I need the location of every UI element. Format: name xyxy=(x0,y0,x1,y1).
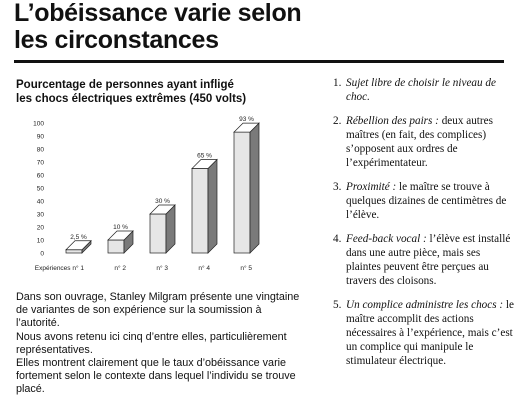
body-text xyxy=(16,291,306,397)
bar xyxy=(108,240,124,253)
condition-text: le maître accomplit des actions nécessaires à l’expérience, mais c’est un complice qui manipule le stimulateur électrique. xyxy=(346,299,514,367)
condition-title: Feed-back vocal : xyxy=(346,233,427,245)
x-tick-label: n° 4 xyxy=(198,265,210,272)
chart-title xyxy=(16,78,306,106)
bar xyxy=(150,214,166,253)
x-tick-label: n° 5 xyxy=(240,265,252,272)
body-paragraph-3: Elles montrent clairement que le taux d’obéissance varie fortement selon le contexte dans lequel l’individu se trouve placé. xyxy=(16,357,296,396)
body-paragraph-2: Nous avons retenu ici cinq d’entre elles, particulièrement représentatives. xyxy=(16,330,287,356)
bar-chart xyxy=(0,108,300,283)
chart-title-line-2: les chocs électriques extrêmes (450 volts) xyxy=(16,93,247,105)
x-tick-label: n° 3 xyxy=(156,265,168,272)
y-tick-label: 60 xyxy=(36,172,44,180)
bar-side xyxy=(250,123,259,253)
condition-number: 4. xyxy=(333,233,342,245)
body-paragraph-1: Dans son ouvrage, Stanley Milgram présente une vingtaine de variantes de son expérience sur la soumission à l’autorité. xyxy=(16,291,300,330)
y-tick-label: 0 xyxy=(40,250,44,258)
y-tick-label: 70 xyxy=(36,159,44,167)
data-label: 30 % xyxy=(155,198,170,205)
condition-text: le maître se trouve à quelques dizaines de centimètres de l’élève. xyxy=(346,181,507,221)
condition-text: deux autres maîtres (en fait, des complices) s’opposent aux ordres de l’expérimentateur. xyxy=(346,115,493,169)
page-title-line-1: L’obéissance varie selon xyxy=(14,0,302,27)
title-underline xyxy=(14,60,504,63)
condition-number: 1. xyxy=(333,77,342,89)
page-title-line-2: les circonstances xyxy=(14,26,219,54)
y-tick-label: 20 xyxy=(36,224,44,232)
condition-number: 2. xyxy=(333,115,342,127)
condition-title: Un complice administre les chocs : xyxy=(346,299,504,311)
y-tick-label: 50 xyxy=(36,185,44,193)
data-label: 65 % xyxy=(197,152,212,160)
condition-number: 5. xyxy=(333,299,342,311)
y-tick-label: 90 xyxy=(36,133,44,141)
y-tick-label: 80 xyxy=(36,146,44,154)
y-tick-label: 30 xyxy=(36,211,44,219)
page-title xyxy=(14,0,314,54)
condition-number: 3. xyxy=(333,181,342,193)
x-tick-label: Expériences n° 1 xyxy=(34,265,84,272)
condition-text: l’élève est installé dans une autre pièce, mais ses plaintes peuvent être perçues au travers des cloisons. xyxy=(346,233,511,287)
condition-item xyxy=(333,298,515,368)
y-tick-label: 100 xyxy=(33,120,44,128)
x-tick-label: n° 2 xyxy=(114,265,126,272)
condition-item xyxy=(333,180,515,222)
bar xyxy=(66,250,82,253)
bar xyxy=(234,132,250,253)
condition-title: Sujet libre de choisir le niveau de choc. xyxy=(346,77,496,103)
bar-side xyxy=(208,160,217,254)
y-tick-label: 10 xyxy=(36,237,44,245)
chart-title-line-1: Pourcentage de personnes ayant infligé xyxy=(16,79,234,91)
condition-title: Proximité : xyxy=(346,181,397,193)
condition-item xyxy=(333,232,515,288)
condition-item xyxy=(333,76,515,104)
condition-item xyxy=(333,114,515,170)
condition-title: Rébellion des pairs : xyxy=(346,115,439,127)
bar xyxy=(192,169,208,254)
conditions-list xyxy=(333,76,515,378)
y-tick-label: 40 xyxy=(36,198,44,206)
data-label: 93 % xyxy=(239,116,254,124)
data-label: 10 % xyxy=(113,224,128,231)
data-label: 2,5 % xyxy=(70,233,87,241)
